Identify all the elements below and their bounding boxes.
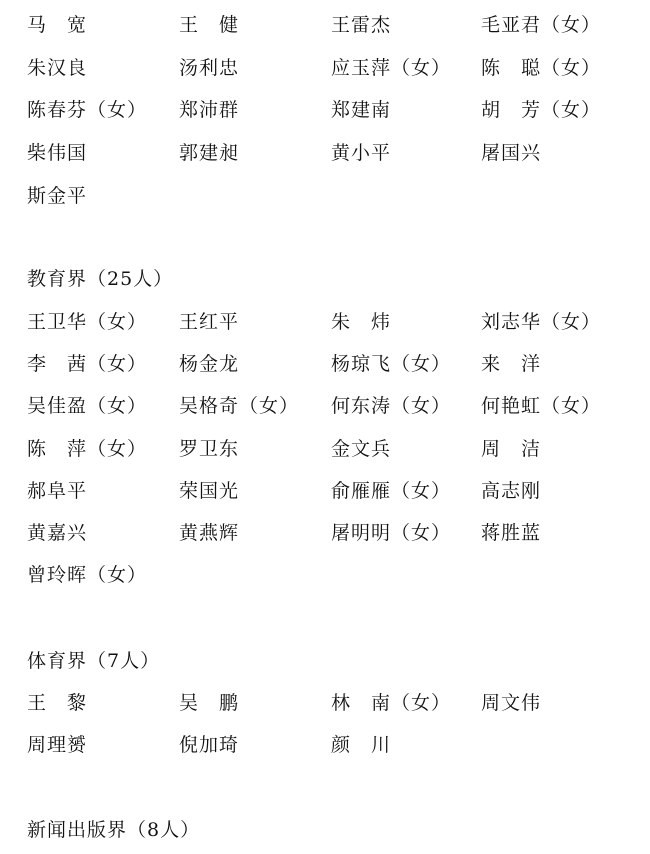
- member-name: 颜 川: [331, 734, 392, 756]
- member-name: 郝阜平: [27, 480, 88, 502]
- member-name: 罗卫东: [179, 438, 240, 460]
- member-name: 吴 鹏: [179, 692, 240, 714]
- member-name: 黄小平: [331, 142, 392, 164]
- name-row: [0, 307, 650, 337]
- name-row: [0, 476, 650, 506]
- member-name: 朱 炜: [331, 311, 392, 333]
- member-name: 何艳虹（女）: [481, 395, 602, 417]
- member-name: 斯金平: [27, 185, 88, 207]
- member-name: 王 黎: [27, 692, 88, 714]
- name-row: [0, 53, 650, 83]
- member-name: 汤利忠: [179, 57, 240, 79]
- member-name: 杨琼飞（女）: [331, 353, 452, 375]
- member-name: 高志刚: [481, 480, 542, 502]
- member-name: 朱汉良: [27, 57, 88, 79]
- member-name: 俞雁雁（女）: [331, 480, 452, 502]
- member-name: 郑沛群: [179, 99, 240, 121]
- name-row: [0, 730, 650, 760]
- member-name: 郭建昶: [179, 142, 240, 164]
- member-name: 屠明明（女）: [331, 522, 452, 544]
- member-name: 郑建南: [331, 99, 392, 121]
- member-name: 柴伟国: [27, 142, 88, 164]
- name-row: [0, 688, 650, 718]
- member-name: 陈 聪（女）: [481, 57, 602, 79]
- member-name: 杨金龙: [179, 353, 240, 375]
- name-row: [0, 518, 650, 548]
- member-name: 吴格奇（女）: [179, 395, 300, 417]
- member-name: 蒋胜蓝: [481, 522, 542, 544]
- member-name: 黄嘉兴: [27, 522, 88, 544]
- name-row: [0, 434, 650, 464]
- member-name: 金文兵: [331, 438, 392, 460]
- name-row: [0, 138, 650, 168]
- member-name: 陈春芬（女）: [27, 99, 148, 121]
- member-name: 周 洁: [481, 438, 542, 460]
- member-name: 荣国光: [179, 480, 240, 502]
- member-name: 陈 萍（女）: [27, 438, 148, 460]
- member-name: 黄燕辉: [179, 522, 240, 544]
- member-name: 曾玲晖（女）: [27, 564, 148, 586]
- member-name: 周文伟: [481, 692, 542, 714]
- section-heading-sports: 体育界（7人）: [27, 650, 161, 672]
- member-name: 毛亚君（女）: [481, 14, 602, 36]
- member-name: 王卫华（女）: [27, 311, 148, 333]
- section-heading-education: 教育界（25人）: [27, 268, 174, 290]
- member-name: 胡 芳（女）: [481, 99, 602, 121]
- member-name: 周理赟: [27, 734, 88, 756]
- member-name: 林 南（女）: [331, 692, 452, 714]
- name-row: [0, 391, 650, 421]
- name-row: [0, 10, 650, 40]
- member-name: 吴佳盈（女）: [27, 395, 148, 417]
- member-name: 王雷杰: [331, 14, 392, 36]
- member-name: 王 健: [179, 14, 240, 36]
- name-row: [0, 95, 650, 125]
- member-name: 王红平: [179, 311, 240, 333]
- member-name: 何东涛（女）: [331, 395, 452, 417]
- name-row: [0, 349, 650, 379]
- member-name: 来 洋: [481, 353, 542, 375]
- section-heading-press: 新闻出版界（8人）: [27, 819, 201, 841]
- member-name: 马 宽: [27, 14, 88, 36]
- name-row: [0, 560, 650, 590]
- name-row: [0, 181, 650, 211]
- member-name: 屠国兴: [481, 142, 542, 164]
- member-name: 应玉萍（女）: [331, 57, 452, 79]
- member-name: 倪加琦: [179, 734, 240, 756]
- member-name: 李 茜（女）: [27, 353, 148, 375]
- member-name: 刘志华（女）: [481, 311, 602, 333]
